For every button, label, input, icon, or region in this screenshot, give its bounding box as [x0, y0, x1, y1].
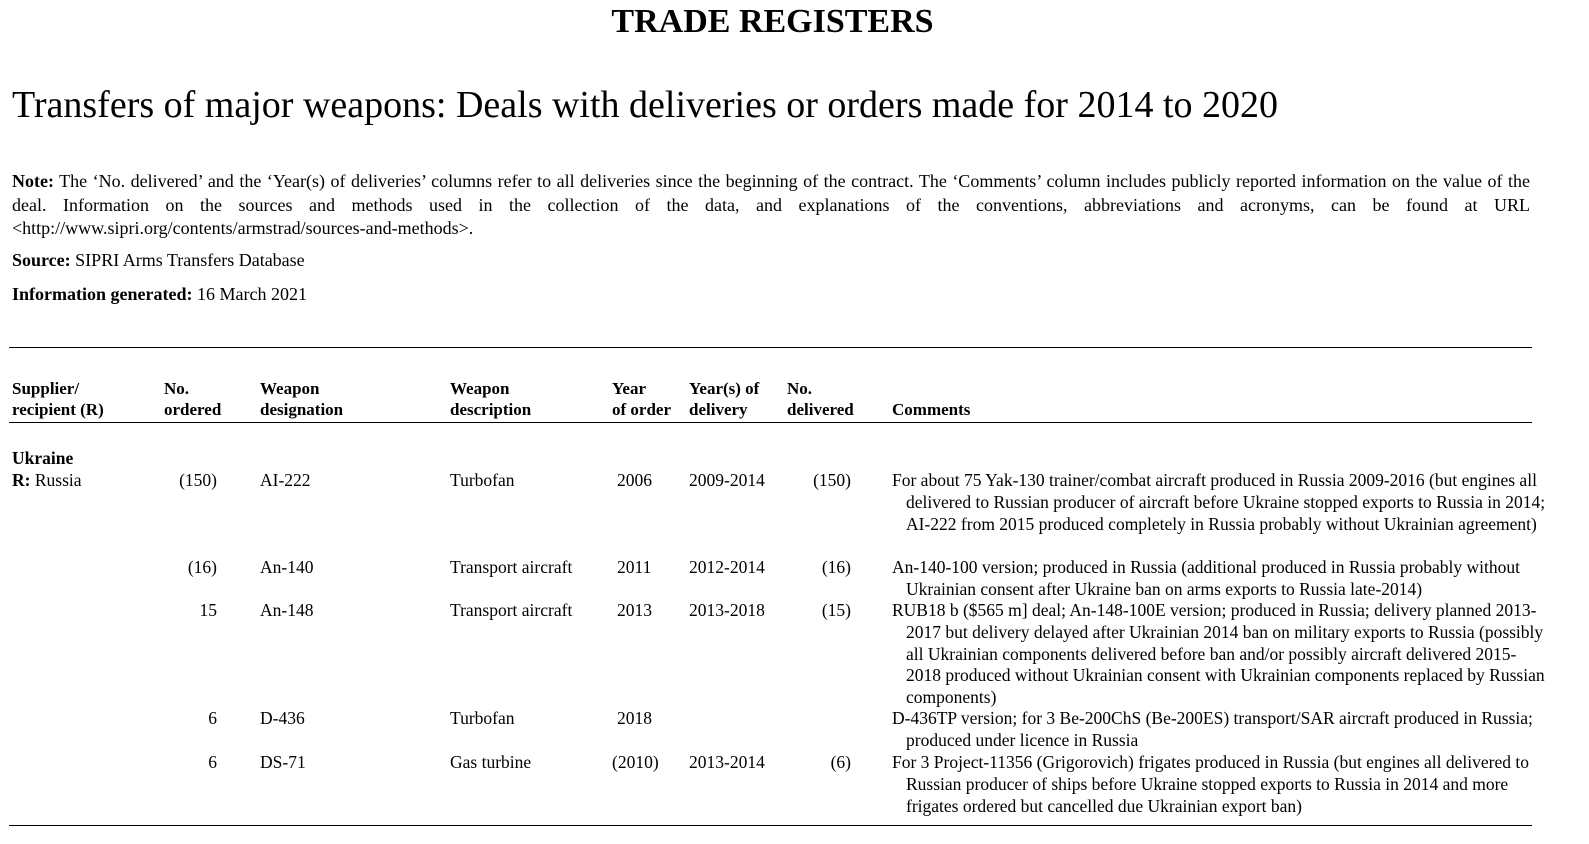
table-bottom-rule	[9, 825, 1532, 826]
row2-no-delivered: (16)	[821, 557, 851, 577]
recipient-line	[12, 470, 82, 492]
header-no-ordered: No. ordered	[164, 379, 222, 419]
table-header-rule	[9, 422, 1532, 423]
row5-no-delivered: (6)	[830, 752, 851, 772]
row2-description: Transport aircraft	[450, 557, 573, 577]
header-weapon-designation: Weapon designation	[260, 379, 344, 419]
row1-designation: AI-222	[260, 470, 311, 490]
row3-year-of-order: 2013	[617, 600, 652, 620]
supplier-name: Ukraine	[12, 448, 74, 468]
header-year-of-order: Year of order	[612, 379, 672, 419]
header-years-of-delivery: Year(s) of delivery	[689, 379, 760, 419]
row1-years-of-delivery: 2009-2014	[689, 470, 765, 490]
row3-years-of-delivery: 2013-2018	[689, 600, 765, 620]
row5-year-of-order: (2010)	[612, 752, 659, 772]
header-title: TRADE REGISTERS	[611, 3, 934, 40]
source-line	[12, 249, 305, 272]
row4-year-of-order: 2018	[617, 708, 652, 728]
row2-year-of-order: 2011	[617, 557, 652, 577]
row3-description: Transport aircraft	[450, 600, 573, 620]
document-title: Transfers of major weapons: Deals with deliveries or orders made for 2014 to 2020	[12, 84, 1279, 126]
row1-no-delivered: (150)	[813, 470, 851, 490]
row3-no-ordered: 15	[199, 600, 217, 620]
row5-comment: For 3 Project-11356 (Grigorovich) frigates produced in Russia (but engines all delivered to Russian producer of ships before Ukraine stopped exports to Russia in 2014 and more frigates ordered but cancelled due Ukrainian export ban)	[892, 752, 1529, 816]
note-label: Note:	[12, 171, 54, 191]
row2-designation: An-140	[260, 557, 314, 577]
row5-designation: DS-71	[260, 752, 306, 772]
row4-comment: D-436TP version; for 3 Be-200ChS (Be-200ES) transport/SAR aircraft produced in Russia; produced under licence in Russia	[892, 708, 1533, 750]
header-no-delivered: No. delivered	[787, 379, 854, 419]
row2-no-ordered: (16)	[187, 557, 217, 577]
table-top-rule	[9, 347, 1532, 348]
row3-comment: RUB18 b ($565 m] deal; An-148-100E version; produced in Russia; delivery planned 2013-2017 but delivery delayed after Ukrainian 2014 ban on military exports to Russia (possibly all Ukrainian components delivered before ban and/or possibly aircraft delivered 2015-2018 produced without Ukrainian consent with Ukrainian components replaced by Russian components)	[892, 600, 1545, 708]
row1-description: Turbofan	[450, 470, 515, 490]
note-paragraph	[12, 170, 1530, 241]
header-weapon-description: Weapon description	[450, 379, 532, 419]
row5-years-of-delivery: 2013-2014	[689, 752, 765, 772]
row1-year-of-order: 2006	[617, 470, 652, 490]
row4-no-ordered: 6	[208, 708, 217, 728]
row5-description: Gas turbine	[450, 752, 532, 772]
source-label: Source:	[12, 250, 71, 270]
generated-value: 16 March 2021	[192, 284, 307, 304]
row5-no-ordered: 6	[208, 752, 217, 772]
row4-description: Turbofan	[450, 708, 515, 728]
row4-designation: D-436	[260, 708, 305, 728]
generated-line	[12, 283, 307, 306]
row1-no-ordered: (150)	[179, 470, 217, 490]
header-comments: Comments	[892, 400, 971, 419]
recipient-label: R:	[12, 470, 31, 490]
source-value: SIPRI Arms Transfers Database	[70, 250, 305, 270]
row3-no-delivered: (15)	[821, 600, 851, 620]
generated-label: Information generated:	[12, 284, 193, 304]
header-supplier: Supplier/ recipient (R)	[12, 379, 104, 419]
note-text: The ‘No. delivered’ and the ‘Year(s) of deliveries’ columns refer to all deliveries since the beginning of the contract. The ‘Comments’ column includes publicly reported information on the value of the deal. Information on the sources and methods used in the collection of the data, and explanations of the conventions, abbreviations and acronyms, can be found at URL <http://www.sipri.org/contents/armstrad/sources-and-methods>.	[12, 171, 1530, 238]
row2-years-of-delivery: 2012-2014	[689, 557, 765, 577]
row1-comment: For about 75 Yak-130 trainer/combat aircraft produced in Russia 2009-2016 (but engines all delivered to Russian producer of aircraft before Ukraine stopped exports to Russia in 2014; AI-222 from 2015 produced completely in Russia probably without Ukrainian agreement)	[892, 470, 1546, 534]
row2-comment: An-140-100 version; produced in Russia (additional produced in Russia probably without Ukrainian consent after Ukraine ban on arms exports to Russia late-2014)	[892, 557, 1520, 599]
recipient-name: Russia	[30, 470, 82, 490]
row3-designation: An-148	[260, 600, 314, 620]
